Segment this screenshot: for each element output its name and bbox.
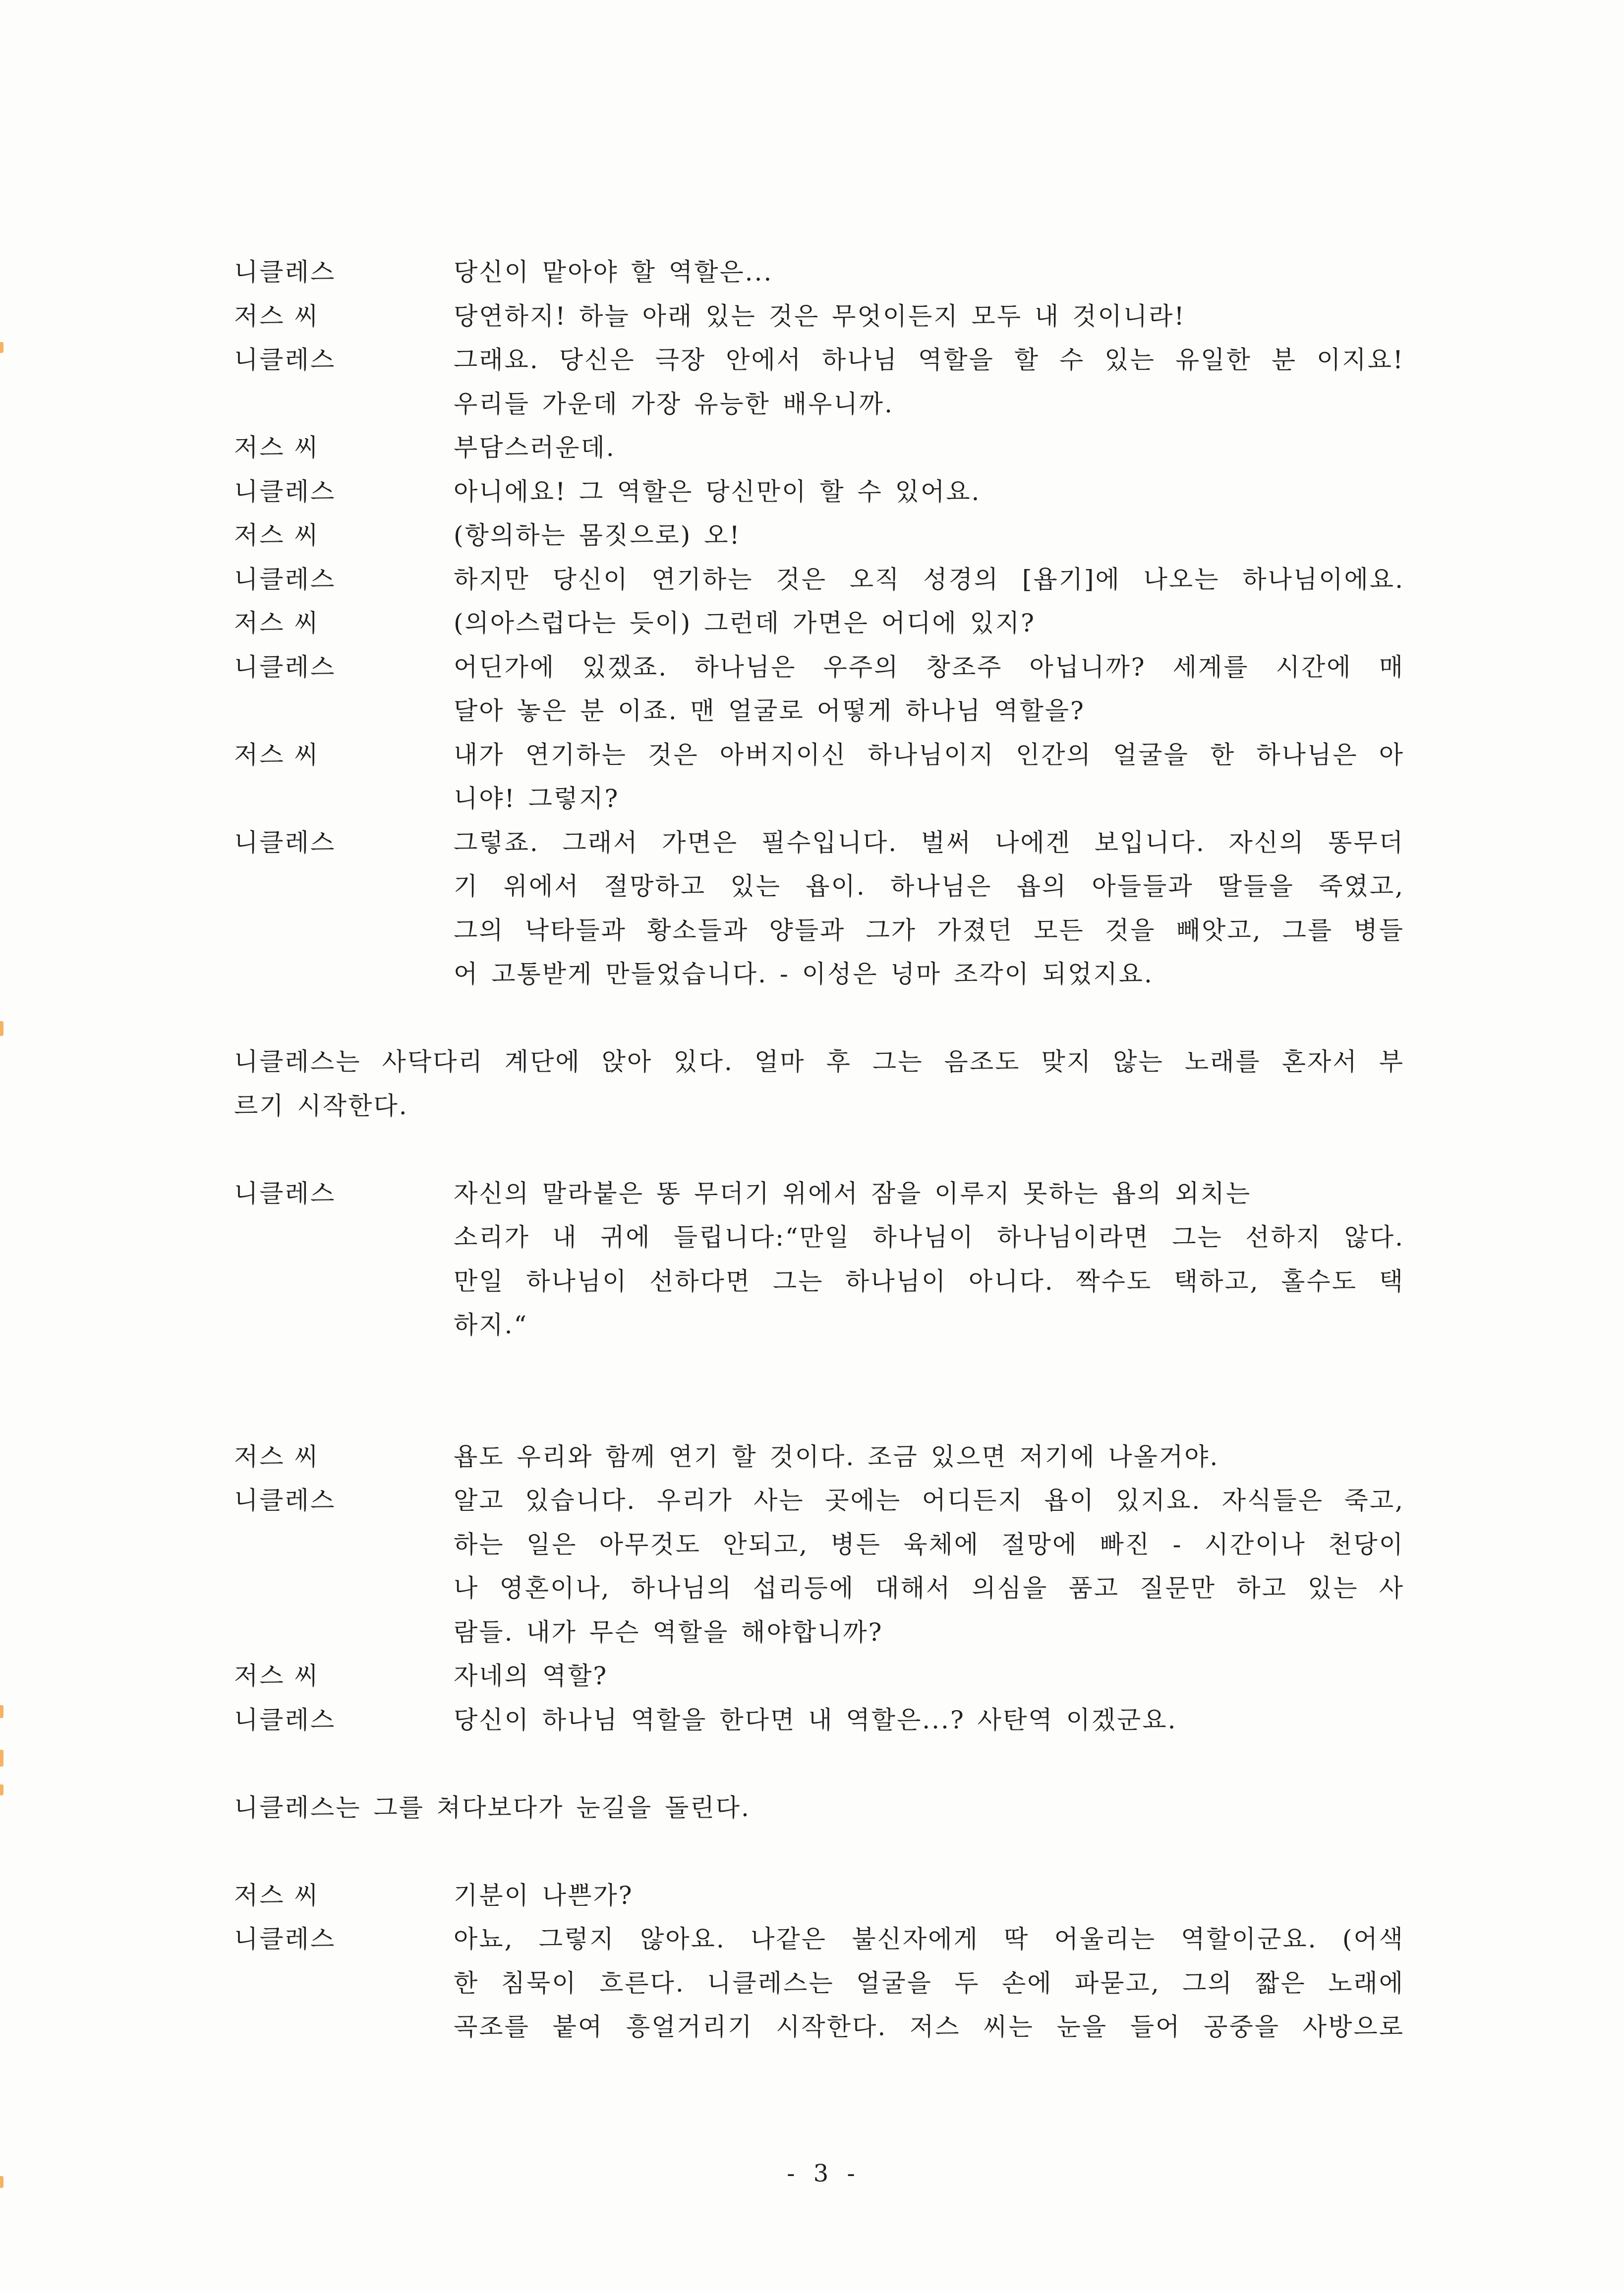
speech-line: 아니에요! 그 역할은 당신만이 할 수 있어요.	[454, 477, 981, 506]
speech-line: 욥도 우리와 함께 연기 할 것이다. 조금 있으면 저기에 나올거야.	[454, 1442, 1219, 1471]
speech-line: 내가 연기하는 것은 아버지이신 하나님이지 인간의 얼굴을 한 하나님은 아	[454, 740, 1404, 769]
speech	[454, 601, 1404, 645]
speaker-name: 니클레스	[234, 1486, 336, 1515]
speech	[454, 426, 1404, 470]
dialogue-entry	[234, 645, 1404, 733]
speech	[454, 1874, 1404, 1918]
speaker-name: 니클레스	[234, 1925, 336, 1953]
dialogue-entry	[234, 821, 1404, 996]
speaker-name: 니클레스	[234, 477, 336, 506]
dialogue-entry	[234, 1874, 1404, 1918]
speaker-name: 저스 씨	[234, 301, 320, 331]
stage-direction	[234, 1786, 1404, 1830]
speech-line: 우리들 가운데 가장 유능한 배우니까.	[454, 389, 894, 418]
speech	[454, 1654, 1404, 1698]
speech-line: 니야! 그렇지?	[454, 784, 620, 813]
speech-line: 당연하지! 하늘 아래 있는 것은 무엇이든지 모두 내 것이니라!	[454, 301, 1186, 331]
speech	[454, 338, 1404, 426]
speech-line: 부담스러운데.	[454, 433, 616, 462]
speech-line: 그의 낙타들과 황소들과 양들과 그가 가졌던 모든 것을 빼앗고, 그를 병들	[454, 916, 1404, 945]
speech-line: 달아 놓은 분 이죠. 맨 얼굴로 어떻게 하나님 역할을?	[454, 696, 1085, 725]
speech-line: 소리가 내 귀에 들립니다:“만일 하나님이 하나님이라면 그는 선하지 않다.	[454, 1223, 1404, 1252]
speech-line: 아뇨, 그렇지 않아요. 나같은 불신자에게 딱 어울리는 역할이군요. (어색	[454, 1925, 1404, 1953]
dialogue-entry	[234, 514, 1404, 558]
speech-line: (의아스럽다는 듯이) 그런데 가면은 어디에 있지?	[454, 609, 1036, 637]
speech-line: 기분이 나쁜가?	[454, 1881, 634, 1910]
scan-artifact-mark	[0, 1021, 3, 1036]
dialogue-block	[234, 1435, 1404, 1742]
speech-line: (항의하는 몸짓으로) 오!	[454, 521, 741, 550]
dialogue-entry	[234, 338, 1404, 426]
speech	[454, 294, 1404, 339]
speech	[454, 250, 1404, 294]
speech-line: 한 침묵이 흐른다. 니클레스는 얼굴을 두 손에 파묻고, 그의 짧은 노래에	[454, 1968, 1404, 1998]
stage-direction-line: 니클레스는 그를 쳐다보다가 눈길을 돌린다.	[234, 1793, 751, 1822]
speech	[454, 514, 1404, 558]
dialogue-entry	[234, 601, 1404, 645]
script-body	[234, 250, 1404, 2049]
speech	[454, 1435, 1404, 1479]
dialogue-entry	[234, 558, 1404, 602]
speech-line: 어딘가에 있겠죠. 하나님은 우주의 창조주 아닙니까? 세계를 시간에 매	[454, 652, 1404, 682]
speech-line: 자신의 말라붙은 똥 무더기 위에서 잠을 이루지 못하는 욥의 외치는	[454, 1179, 1252, 1208]
speech-line: 그래요. 당신은 극장 안에서 하나님 역할을 할 수 있는 유일한 분 이지요!	[454, 345, 1404, 374]
dialogue-entry	[234, 470, 1404, 514]
scan-artifact-mark	[0, 342, 3, 353]
speech-line: 람들. 내가 무슨 역할을 해야합니까?	[454, 1617, 883, 1647]
speech-line: 당신이 하나님 역할을 한다면 내 역할은...? 사탄역 이겠군요.	[454, 1705, 1177, 1734]
speech-line: 하는 일은 아무것도 안되고, 병든 육체에 절망에 빠진 - 시간이나 천당이	[454, 1530, 1404, 1559]
speaker-name: 니클레스	[234, 345, 336, 374]
speech-line: 기 위에서 절망하고 있는 욥이. 하나님은 욥의 아들들과 딸들을 죽였고,	[454, 872, 1404, 901]
dialogue-entry	[234, 294, 1404, 339]
speaker-name: 니클레스	[234, 258, 336, 287]
speaker-name: 저스 씨	[234, 1662, 320, 1690]
dialogue-entry	[234, 1479, 1404, 1654]
speaker-name: 니클레스	[234, 1179, 336, 1208]
speaker-name: 니클레스	[234, 828, 336, 857]
speech-line: 어 고통받게 만들었습니다. - 이성은 넝마 조각이 되었지요.	[454, 960, 1154, 988]
speaker-name: 저스 씨	[234, 1881, 320, 1910]
speech-line: 하지.“	[454, 1311, 528, 1339]
speech	[454, 733, 1404, 821]
dialogue-entry	[234, 250, 1404, 294]
stage-direction-line: 니클레스는 사닥다리 계단에 앉아 있다. 얼마 후 그는 음조도 맞지 않는 노래를 혼자서 부	[234, 1047, 1404, 1076]
dialogue-entry	[234, 733, 1404, 821]
dialogue-entry	[234, 426, 1404, 470]
dialogue-entry	[234, 1435, 1404, 1479]
speech-line: 그렇죠. 그래서 가면은 필수입니다. 벌써 나에겐 보입니다. 자신의 똥무더	[454, 828, 1404, 857]
speech	[454, 558, 1404, 602]
speech-line: 자네의 역할?	[454, 1662, 608, 1690]
dialogue-entry	[234, 1654, 1404, 1698]
speaker-name: 저스 씨	[234, 433, 320, 462]
scan-artifact-mark	[0, 1705, 3, 1718]
dialogue-block	[234, 1172, 1404, 1347]
speech	[454, 1698, 1404, 1742]
speech	[454, 645, 1404, 733]
speech-line: 나 영혼이나, 하나님의 섭리등에 대해서 의심을 품고 질문만 하고 있는 사	[454, 1574, 1404, 1603]
speech	[454, 470, 1404, 514]
speech-line: 곡조를 붙여 흥얼거리기 시작한다. 저스 씨는 눈을 들어 공중을 사방으로	[454, 2012, 1404, 2041]
speaker-name: 저스 씨	[234, 609, 320, 637]
speech-line: 알고 있습니다. 우리가 사는 곳에는 어디든지 욥이 있지요. 자식들은 죽고,	[454, 1486, 1404, 1515]
dialogue-entry	[234, 1917, 1404, 2049]
dialogue-entry	[234, 1698, 1404, 1742]
speech	[454, 1172, 1404, 1347]
scan-artifact-mark	[0, 1750, 3, 1767]
scan-artifact-mark	[0, 1784, 3, 1795]
dialogue-block	[234, 1874, 1404, 2049]
speech	[454, 821, 1404, 996]
speaker-name: 저스 씨	[234, 1442, 320, 1471]
speech	[454, 1917, 1404, 2049]
speaker-name: 저스 씨	[234, 740, 320, 769]
dialogue-block	[234, 250, 1404, 996]
speaker-name: 니클레스	[234, 652, 336, 682]
speech-line: 하지만 당신이 연기하는 것은 오직 성경의 [욥기]에 나오는 하나님이에요.	[454, 565, 1404, 594]
speech	[454, 1479, 1404, 1654]
speaker-name: 니클레스	[234, 1705, 336, 1734]
speaker-name: 저스 씨	[234, 521, 320, 550]
stage-direction-line: 르기 시작한다.	[234, 1091, 408, 1120]
speech-line: 당신이 맡아야 할 역할은...	[454, 258, 773, 287]
speaker-name: 니클레스	[234, 565, 336, 594]
stage-direction	[234, 1040, 1404, 1128]
speech-line: 만일 하나님이 선하다면 그는 하나님이 아니다. 짝수도 택하고, 홀수도 택	[454, 1266, 1404, 1296]
page-number: - 3 -	[787, 2160, 859, 2187]
dialogue-entry	[234, 1172, 1404, 1347]
